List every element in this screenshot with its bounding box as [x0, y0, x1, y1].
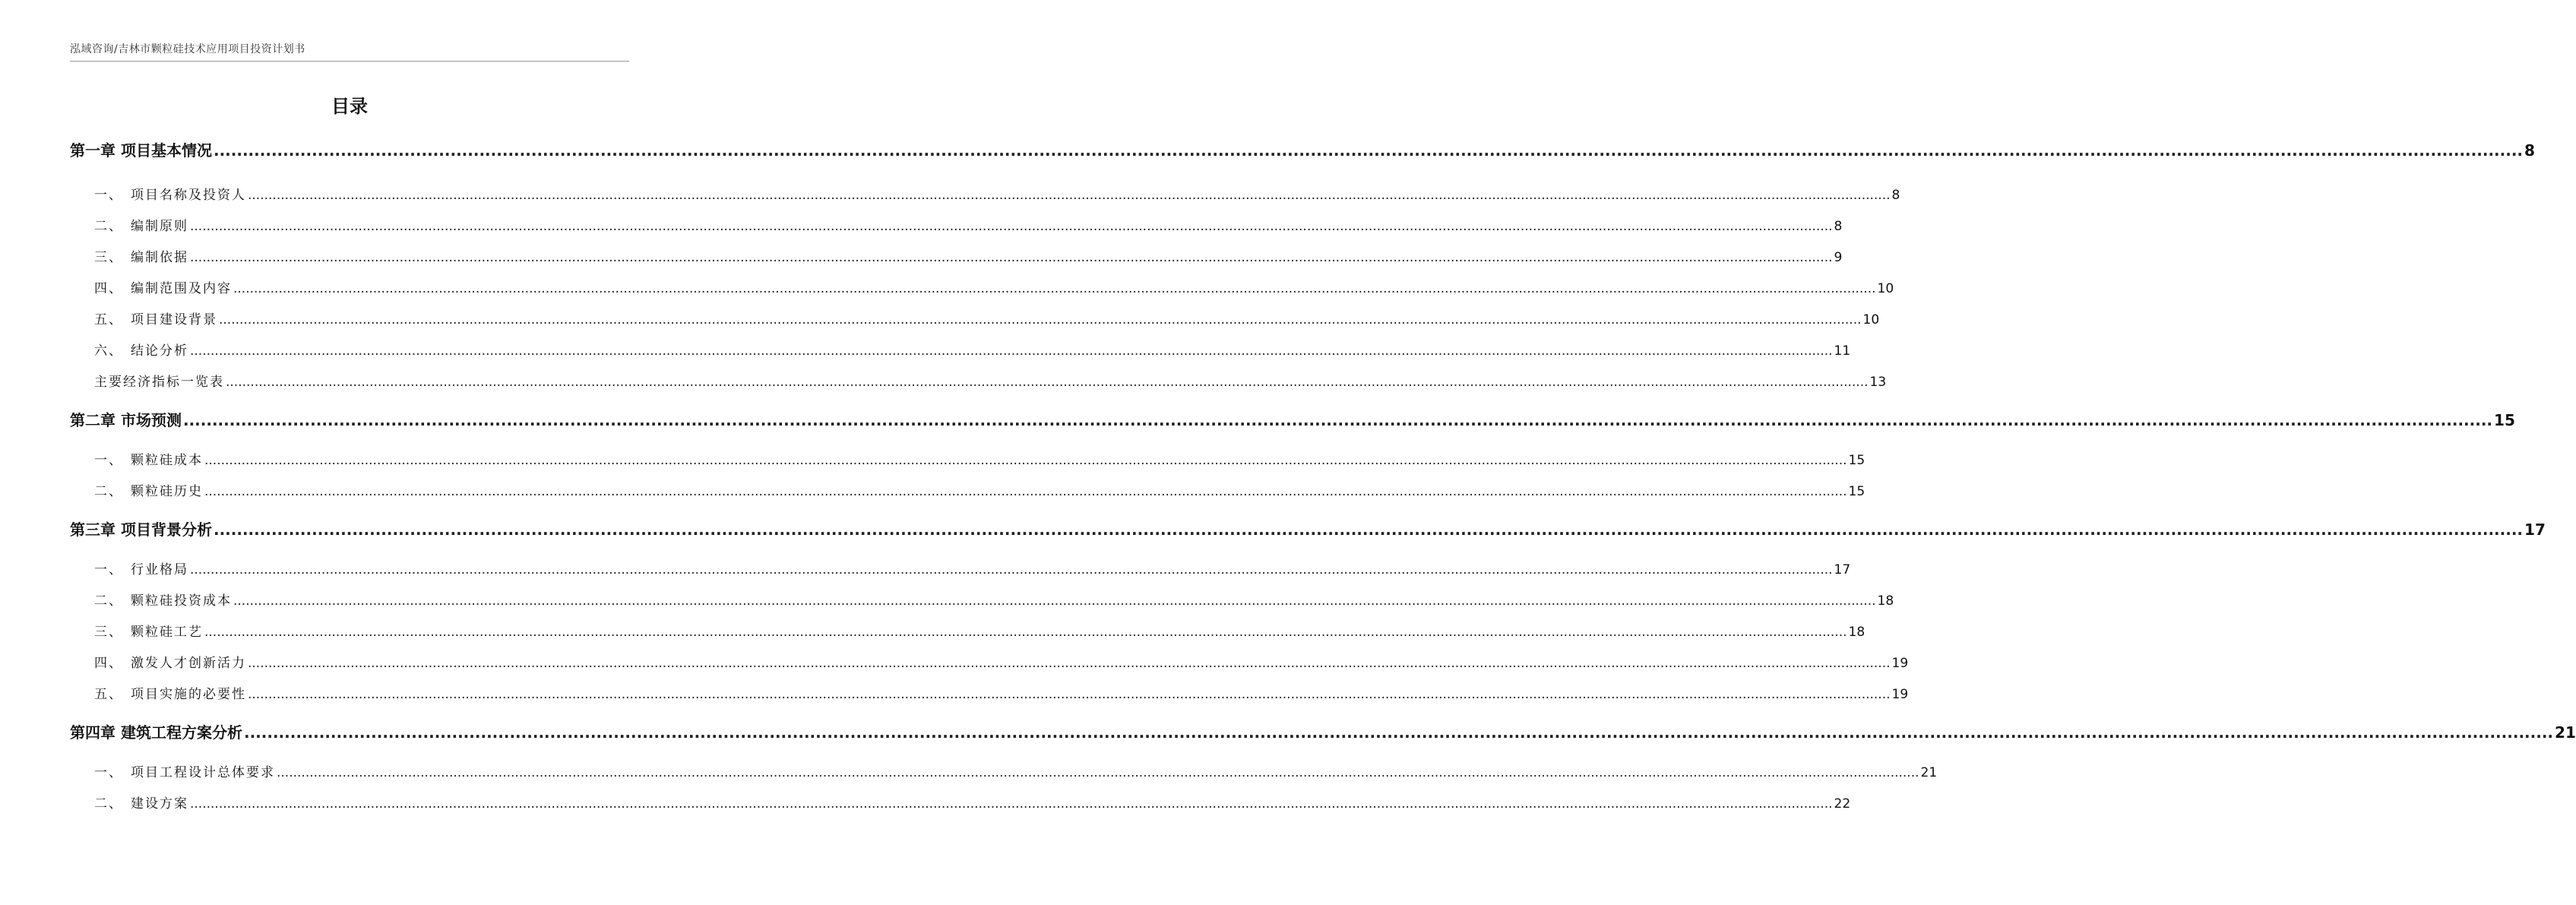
toc-leader-dots: ................................................................................................................................................................................................................................................................................................................................................................................................................: [248, 687, 1891, 702]
toc-leader-dots: ................................................................................................................................................................................................................................................................................................................................................................................................................: [233, 593, 1876, 609]
toc-entry-label: 颗粒硅历史: [131, 484, 203, 499]
toc-section-entry[interactable]: [70, 679, 1909, 702]
toc-section-entry[interactable]: [70, 757, 1938, 780]
toc-entry-title: [94, 798, 188, 811]
toc-leader-dots: ................................................................................................................................................................................................................................................................................................................................................................................................................: [190, 250, 1833, 265]
toc-entry-title: [94, 283, 232, 296]
toc-entry-label: 第三章 项目背景分析: [70, 521, 212, 539]
toc-entry-title: [94, 189, 246, 202]
toc-page-number: 17: [1834, 562, 1851, 577]
toc-entry-label: 第一章 项目基本情况: [70, 141, 212, 160]
toc-page-number: 15: [1848, 453, 1866, 468]
toc-section-entry[interactable]: [70, 335, 1851, 359]
toc-section-entry[interactable]: [70, 554, 1851, 577]
toc-entry-label: 行业格局: [131, 562, 188, 577]
toc-section-entry[interactable]: [70, 179, 1900, 203]
toc-entry-title: [94, 252, 188, 264]
toc-chapter-entry[interactable]: [70, 405, 2515, 429]
toc-page-number: 8: [2524, 141, 2535, 160]
toc-section-entry[interactable]: [70, 476, 1866, 499]
toc-entry-title: [94, 454, 203, 467]
toc-leader-dots: ................................................................................................................................................................................................................................................................................................................................................................................................................: [248, 188, 1891, 203]
toc-page-number: 17: [2524, 521, 2546, 539]
toc-page-number: 22: [1834, 796, 1851, 812]
toc-leader-dots: ................................................................................................................................................................................................................................................................................................................................................................................................................: [190, 562, 1833, 577]
toc-entry-number: 二、: [94, 796, 123, 812]
toc-section-entry[interactable]: [70, 273, 1894, 296]
toc-page-number: 8: [1891, 188, 1900, 203]
toc-page-number: 19: [1891, 687, 1909, 702]
toc-page-number: 13: [1869, 375, 1887, 390]
toc-entry-label: 结论分析: [131, 343, 188, 359]
toc-entry-title: [94, 345, 188, 358]
toc-entry-label: 主要经济指标一览表: [94, 375, 224, 390]
toc-entry-label: 激发人才创新活力: [131, 656, 246, 671]
toc-section-entry[interactable]: [70, 788, 1851, 812]
toc-section-entry[interactable]: [70, 616, 1866, 640]
toc-section-entry[interactable]: [70, 304, 1880, 328]
toc-entry-title: [70, 143, 212, 158]
header-rule: [70, 61, 629, 62]
toc-entry-title: [94, 376, 224, 389]
toc-entry-title: [94, 595, 232, 608]
toc-chapter-entry[interactable]: [70, 717, 2576, 742]
toc-leader-dots: ................................................................................................................................................................................................................................................................................................................................................................................................................: [190, 343, 1833, 359]
toc-entry-label: 项目工程设计总体要求: [131, 765, 275, 780]
toc-entry-label: 项目名称及投资人: [131, 188, 246, 203]
toc-entry-title: [94, 767, 275, 780]
toc-leader-dots: ................................................................................................................................................................................................................................................................................................................................................................................................................: [277, 765, 1919, 780]
toc-entry-number: 二、: [94, 219, 123, 234]
toc-entry-label: 颗粒硅工艺: [131, 625, 203, 640]
toc-entry-label: 编制范围及内容: [131, 281, 232, 296]
toc-page-number: 11: [1834, 343, 1851, 359]
toc-entry-number: 四、: [94, 281, 123, 296]
toc-page-number: 15: [1848, 484, 1866, 499]
toc-entry-number: 三、: [94, 250, 123, 265]
toc-leader-dots: ................................................................................................................................................................................................................................................................................................................................................................................................................: [213, 141, 2524, 160]
toc-entry-title: [94, 486, 203, 498]
toc-leader-dots: ................................................................................................................................................................................................................................................................................................................................................................................................................: [190, 219, 1833, 234]
toc-entry-title: [94, 657, 246, 670]
toc-chapter-entry[interactable]: [70, 135, 2535, 160]
toc-leader-dots: ................................................................................................................................................................................................................................................................................................................................................................................................................: [243, 723, 2554, 742]
toc-entry-number: 二、: [94, 593, 123, 609]
toc-section-entry[interactable]: [70, 366, 1887, 390]
toc-section-entry[interactable]: [70, 647, 1909, 671]
toc-page-number: 15: [2494, 411, 2515, 429]
toc-section-entry[interactable]: [70, 445, 1866, 468]
toc-entry-label: 项目实施的必要性: [131, 687, 246, 702]
toc-section-entry[interactable]: [70, 242, 1843, 265]
toc-entry-number: 一、: [94, 765, 123, 780]
toc-leader-dots: ................................................................................................................................................................................................................................................................................................................................................................................................................: [233, 281, 1876, 296]
toc-title: 目录: [331, 96, 368, 117]
toc-entry-number: 二、: [94, 484, 123, 499]
toc-entry-title: [94, 314, 217, 327]
toc-section-entry[interactable]: [70, 210, 1843, 234]
toc-entry-title: [94, 688, 246, 701]
toc-page-number: 21: [2555, 723, 2576, 742]
toc-entry-label: 项目建设背景: [131, 312, 217, 328]
toc-entry-title: [70, 725, 242, 740]
toc-page-number: 18: [1877, 593, 1894, 609]
toc-leader-dots: ................................................................................................................................................................................................................................................................................................................................................................................................................: [204, 484, 1847, 499]
toc-entry-title: [70, 522, 212, 537]
toc-entry-number: 一、: [94, 562, 123, 577]
toc-leader-dots: ................................................................................................................................................................................................................................................................................................................................................................................................................: [204, 625, 1847, 640]
toc-leader-dots: ................................................................................................................................................................................................................................................................................................................................................................................................................: [219, 312, 1862, 328]
toc-page-number: 19: [1891, 656, 1909, 671]
toc-entry-title: [94, 220, 188, 233]
toc-entry-number: 六、: [94, 343, 123, 359]
toc-section-entry[interactable]: [70, 585, 1894, 609]
toc-leader-dots: ................................................................................................................................................................................................................................................................................................................................................................................................................: [248, 656, 1891, 671]
toc-page-number: 9: [1834, 250, 1843, 265]
toc-entry-number: 五、: [94, 687, 123, 702]
toc-leader-dots: ................................................................................................................................................................................................................................................................................................................................................................................................................: [190, 796, 1833, 812]
toc-leader-dots: ................................................................................................................................................................................................................................................................................................................................................................................................................: [204, 453, 1847, 468]
toc-page-number: 18: [1848, 625, 1866, 640]
toc-entry-label: 建设方案: [131, 796, 188, 812]
toc-leader-dots: ................................................................................................................................................................................................................................................................................................................................................................................................................: [226, 375, 1869, 390]
toc-entry-label: 第四章 建筑工程方案分析: [70, 723, 242, 742]
toc-entry-number: 一、: [94, 188, 123, 203]
page-header: 泓域咨询/吉林市颗粒硅技术应用项目投资计划书: [70, 43, 305, 55]
toc-entry-title: [70, 413, 182, 428]
toc-page-number: 10: [1862, 312, 1880, 328]
toc-entry-title: [94, 626, 203, 639]
toc-entry-title: [94, 564, 188, 577]
toc-page-number: 8: [1834, 219, 1843, 234]
toc-page-number: 21: [1920, 765, 1938, 780]
toc-entry-number: 四、: [94, 656, 123, 671]
toc-entry-number: 五、: [94, 312, 123, 328]
toc-entry-number: 三、: [94, 625, 123, 640]
toc-entry-label: 颗粒硅成本: [131, 453, 203, 468]
toc-leader-dots: ................................................................................................................................................................................................................................................................................................................................................................................................................: [213, 521, 2524, 539]
toc-entry-label: 编制依据: [131, 250, 188, 265]
toc-entry-label: 颗粒硅投资成本: [131, 593, 232, 609]
toc-entry-label: 编制原则: [131, 219, 188, 234]
toc-page-number: 10: [1877, 281, 1894, 296]
toc-leader-dots: ................................................................................................................................................................................................................................................................................................................................................................................................................: [182, 411, 2493, 429]
toc-entry-number: 一、: [94, 453, 123, 468]
toc-entry-label: 第二章 市场预测: [70, 411, 182, 429]
toc-chapter-entry[interactable]: [70, 514, 2546, 539]
